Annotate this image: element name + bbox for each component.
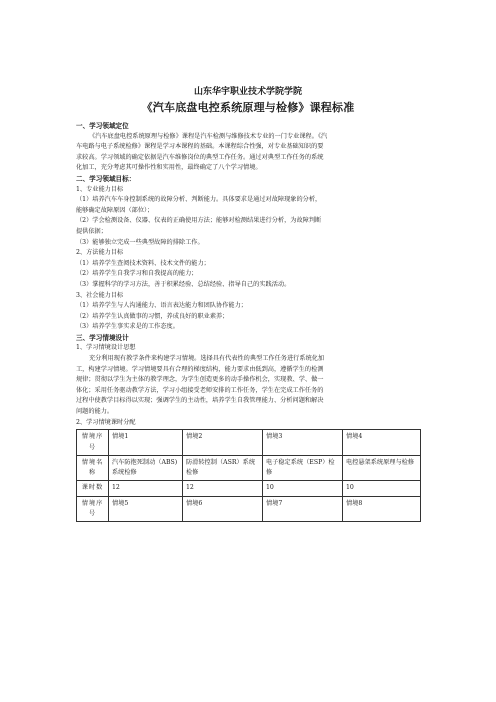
subheading: 1、学习情境设计思想	[76, 344, 136, 352]
table-cell: 电控悬架系统原理与检修	[343, 455, 421, 481]
list-item: （3）掌握科学的学习方法，善于积累经验、总结经验、指导自己的实践活动。	[76, 280, 291, 288]
paragraph-line: 体化；采用任务驱动教学方法，学习小组接受老师安排的工作任务，学生在完成工作任务的	[76, 386, 324, 394]
table-cell: 情境6	[183, 496, 263, 522]
table-cell: 汽车防抱死制动（ABS)系统检修	[109, 455, 183, 481]
subheading: 2、学习情境课时分配	[76, 418, 136, 426]
subheading: 3、社会能力目标	[76, 291, 124, 299]
list-item: （2）培养学生认真做事的习惯，养成良好的职业素养；	[76, 312, 229, 320]
paragraph-line: 工，构建学习情境。学习情境要具有合理的梯度结构，能力要求由低到高，遵循学生的检测	[76, 365, 324, 373]
table-cell: 情境序号	[77, 496, 109, 522]
table-cell: 情境8	[343, 496, 421, 522]
paragraph-line: 车电路与电子系统检修》课程是学习本课程的基础。本课程综合性强，对专业基础知识的要	[76, 143, 324, 151]
paragraph-line: 充分利用现有教学条件来构建学习情境。选择具有代表性的典型工作任务进行系统化加	[89, 355, 325, 363]
section-heading-3: 三、学习情境设计	[76, 333, 129, 342]
table-row	[77, 481, 421, 496]
section-heading-2: 二、学习领域目标：	[76, 174, 136, 183]
table-cell: 情境序号	[77, 430, 109, 456]
paragraph-line: 规律；贯彻以学生为主体的教学理念，为学生创造更多的动手操作机会，实现教、学、做一	[76, 376, 324, 384]
list-item: （3）能够独立完成一些典型故障的排除工作。	[76, 238, 204, 246]
list-item: （2）培养学生自我学习和自我提高的能力；	[76, 270, 198, 278]
subheading: 1、专业能力目标	[76, 185, 124, 193]
table-cell: 12	[183, 481, 263, 496]
list-item: 能够确定故障原因（部位）；	[76, 206, 154, 214]
table-cell: 情境7	[263, 496, 343, 522]
subheading: 2、方法能力目标	[76, 249, 124, 257]
paragraph-line: 过程中使教学目标得以实现；强调学生的主动性，培养学生自我管理能力、分析问题和解决	[76, 397, 324, 405]
list-item: （3）培养学生事实求是的工作态度。	[76, 323, 179, 331]
table-cell: 10	[263, 481, 343, 496]
table-cell: 12	[109, 481, 183, 496]
document-title: 《汽车底盘电控系统原理与检修》课程标准	[141, 101, 355, 114]
school-name: 山东华宇职业技术学院学院	[193, 87, 302, 97]
list-item: （1）培养学生与人沟通能力、语言表达能力和团队协作能力；	[76, 302, 247, 310]
table-cell: 情境2	[183, 430, 263, 456]
table-cell: 课时数	[77, 481, 109, 496]
paragraph-line: 问题的能力。	[76, 408, 114, 416]
table-row	[77, 455, 421, 481]
list-item: 提供依据；	[76, 227, 107, 235]
list-item: （2）学会检测设备、仪器、仪表的正确使用方法；能够对检测结果进行分析，为故障判断	[76, 217, 322, 225]
list-item: （1）培养汽车车身控制系统的故障分析、判断能力。具体要求是通过对故障现象的分析，	[76, 196, 322, 204]
table-cell: 情境1	[109, 430, 183, 456]
paragraph-line: 求较高。学习领域的确定依据是汽车维修岗位的典型工作任务。通过对典型工作任务的系统	[76, 153, 324, 161]
paragraph-line: 《汽车底盘电控系统原理与检修》课程是汽车检测与维修技术专业的一门专业课程。《汽	[89, 132, 328, 140]
table-cell: 情境名称	[77, 455, 109, 481]
table-cell: 电子稳定系统（ESP）检修	[263, 455, 343, 481]
section-heading-1: 一、学习领域定位	[76, 122, 129, 130]
table-cell: 情境3	[263, 430, 343, 456]
table-row	[77, 496, 421, 522]
table-cell: 情境5	[109, 496, 183, 522]
schedule-table	[76, 429, 421, 522]
table-cell: 防滑转控制（ASR）系统检修	[183, 455, 263, 481]
paragraph-line: 化加工，充分考虑其可操作性和实用性，最终确定了八个学习情境。	[76, 164, 262, 172]
document-body	[76, 121, 420, 522]
table-cell: 10	[343, 481, 421, 496]
table-row	[77, 430, 421, 456]
list-item: （1）培养学生查阅技术资料、技术文件的能力；	[76, 259, 210, 267]
table-cell: 情境4	[343, 430, 421, 456]
